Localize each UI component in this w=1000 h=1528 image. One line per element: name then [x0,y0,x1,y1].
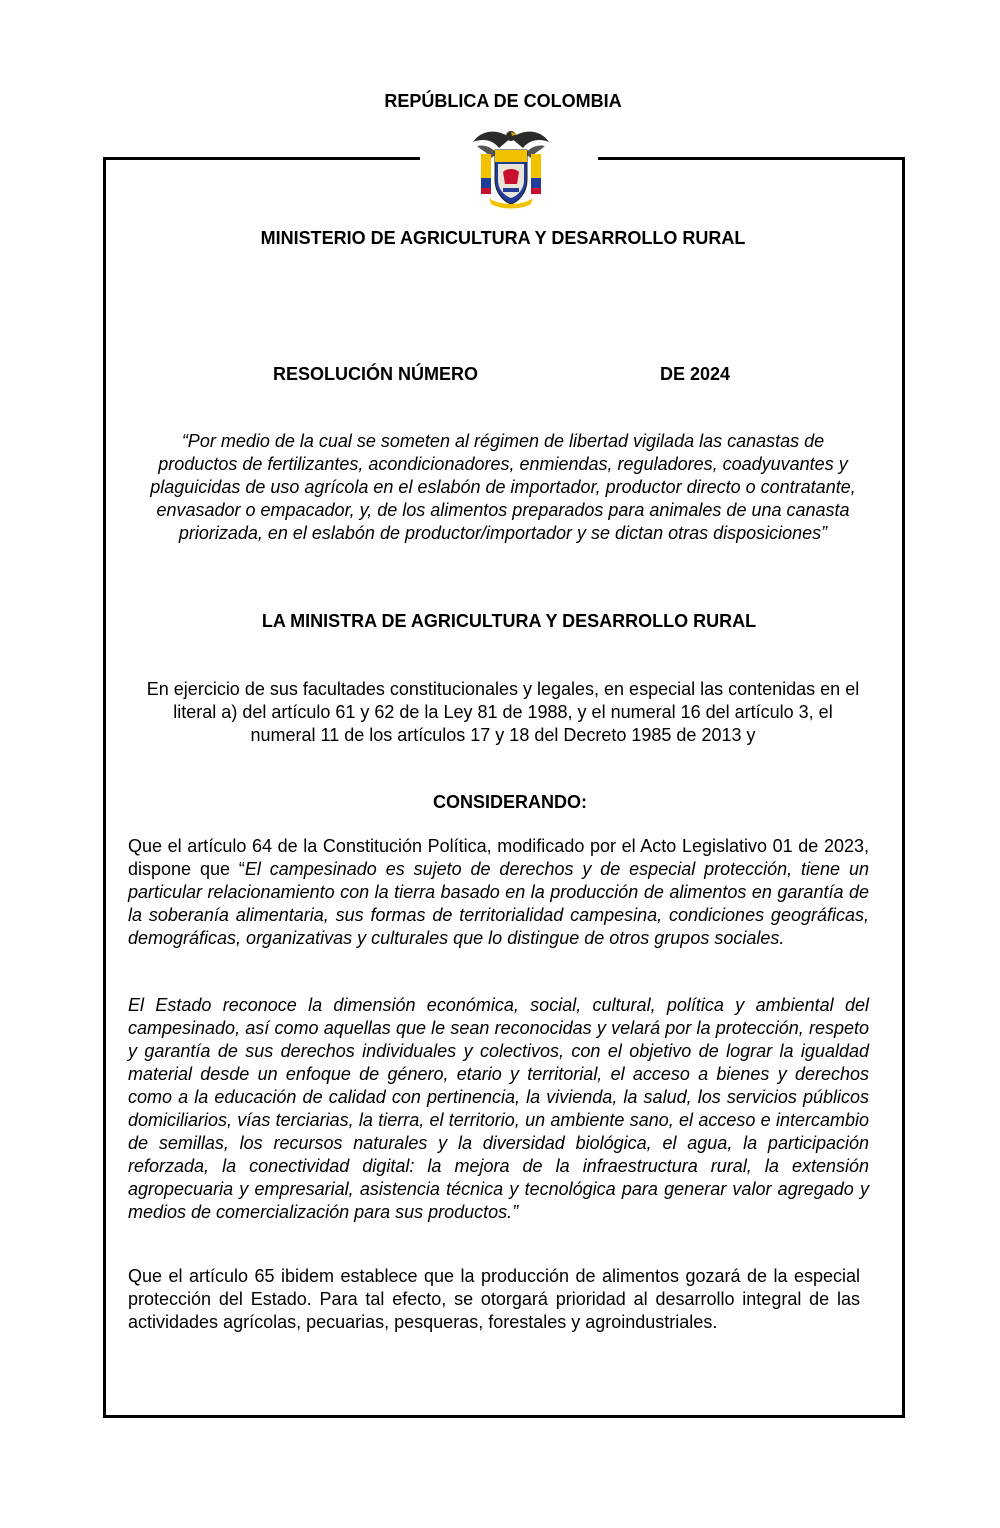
resolution-number-label: RESOLUCIÓN NÚMERO [273,364,479,384]
considering-heading: CONSIDERANDO: [432,792,587,812]
country-heading: REPÚBLICA DE COLOMBIA [384,91,622,111]
ministry-heading: MINISTERIO DE AGRICULTURA Y DESARROLLO RURAL [260,228,746,248]
minister-title: LA MINISTRA DE AGRICULTURA Y DESARROLLO RURAL [261,611,757,631]
paragraph-1-intro: Que el artículo 64 de la Constitución Política, modificado por el Acto Legislativo 01 de 2023, dispone que “ [128,836,869,879]
coat-of-arms-icon [467,124,555,210]
resolution-subject: “Por medio de la cual se someten al régimen de libertad vigilada las canastas de productos de fertilizantes, acondicionadores, enmiendas, reguladores, coadyuvantes y plaguicidas de uso agrícola en el eslabón de importador, productor directo o contratante, envasador o empacador, y, de los alimentos preparados para animales de una canasta priorizada, en el eslabón de productor/importador y se dictan otras disposiciones” [150,431,856,543]
considering-paragraph-1 [128,835,869,950]
resolution-year-label: DE 2024 [660,364,731,384]
powers-paragraph: En ejercicio de sus facultades constitucionales y legales, en especial las contenidas en el literal a) del artículo 61 y 62 de la Ley 81 de 1988, y el numeral 16 del artículo 3, el numeral 11 de los artículos 17 y 18 del Decreto 1985 de 2013 y [146,679,860,745]
document-frame [103,157,905,1418]
paragraph-1-quote: El campesinado es sujeto de derechos y de especial protección, tiene un particular relacionamiento con la tierra basado en la producción de alimentos en garantía de la soberanía alimentaria, sus formas de territorialidad campesina, condiciones geográficas, demográficas, organizativas y culturales que lo distingue de otros grupos sociales. [128,859,869,948]
considering-paragraph-3: Que el artículo 65 ibidem establece que la producción de alimentos gozará de la especial protección del Estado. Para tal efecto, se otorgará prioridad al desarrollo integral de las actividades agrícolas, pecuarias, pesqueras, forestales y agroindustriales. [128,1266,860,1332]
considering-paragraph-2: El Estado reconoce la dimensión económica, social, cultural, política y ambiental del campesinado, así como aquellas que le sean reconocidas y velará por la protección, respeto y garantía de sus derechos individuales y colectivos, con el objetivo de lograr la igualdad material desde un enfoque de género, etario y territorial, el acceso a bienes y derechos como a la educación de calidad con pertinencia, la vivienda, la salud, los servicios públicos domiciliarios, vías terciarias, la tierra, el territorio, un ambiente sano, el acceso e intercambio de semillas, los recursos naturales y la diversidad biológica, el agua, la participación reforzada, la conectividad digital: la mejora de la infraestructura rural, la extensión agropecuaria y empresarial, asistencia técnica y tecnológica para generar valor agregado y medios de comercialización para sus productos.” [128,995,869,1222]
